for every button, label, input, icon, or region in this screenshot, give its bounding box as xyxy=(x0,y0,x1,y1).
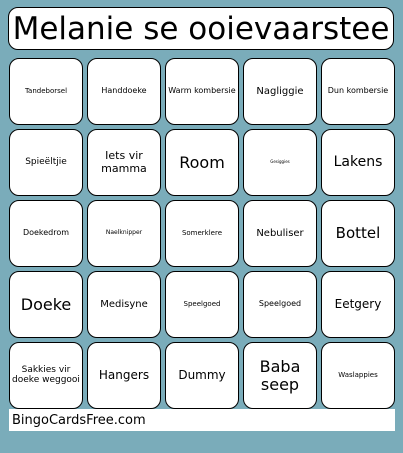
bingo-cell[interactable]: Baba seep xyxy=(243,342,317,409)
bingo-cell[interactable]: Lakens xyxy=(321,129,395,196)
bingo-cell[interactable]: Somerklere xyxy=(165,200,239,267)
bingo-grid xyxy=(9,58,395,409)
bingo-cell[interactable]: Bottel xyxy=(321,200,395,267)
bingo-cell[interactable]: Tandeborsel xyxy=(9,58,83,125)
bingo-cell[interactable]: Medisyne xyxy=(87,271,161,338)
bingo-cell[interactable]: Room xyxy=(165,129,239,196)
bingo-cell[interactable]: Hangers xyxy=(87,342,161,409)
bingo-cell[interactable]: Nagliggie xyxy=(243,58,317,125)
bingo-cell[interactable]: Dummy xyxy=(165,342,239,409)
bingo-cell[interactable]: Nebuliser xyxy=(243,200,317,267)
bingo-cell[interactable]: Handdoeke xyxy=(87,58,161,125)
bingo-cell[interactable]: Iets vir mamma xyxy=(87,129,161,196)
bingo-cell[interactable]: Eetgery xyxy=(321,271,395,338)
bingo-cell[interactable]: Dun kombersie xyxy=(321,58,395,125)
bingo-cell[interactable]: Waslappies xyxy=(321,342,395,409)
bingo-cell[interactable]: Speelgoed xyxy=(165,271,239,338)
bingo-cell[interactable]: Gesiggies xyxy=(243,129,317,196)
bingo-cell[interactable]: Warm kombersie xyxy=(165,58,239,125)
bingo-cell[interactable]: Sakkies vir doeke weggooi xyxy=(9,342,83,409)
bingo-cell[interactable]: Spieëltjie xyxy=(9,129,83,196)
bingo-cell[interactable]: Doeke xyxy=(9,271,83,338)
site-footer: BingoCardsFree.com xyxy=(9,409,395,431)
bingo-cell[interactable]: Naelknipper xyxy=(87,200,161,267)
bingo-cell[interactable]: Doekedrom xyxy=(9,200,83,267)
bingo-cell[interactable]: Speelgoed xyxy=(243,271,317,338)
card-title: Melanie se ooievaarstee xyxy=(8,7,394,50)
